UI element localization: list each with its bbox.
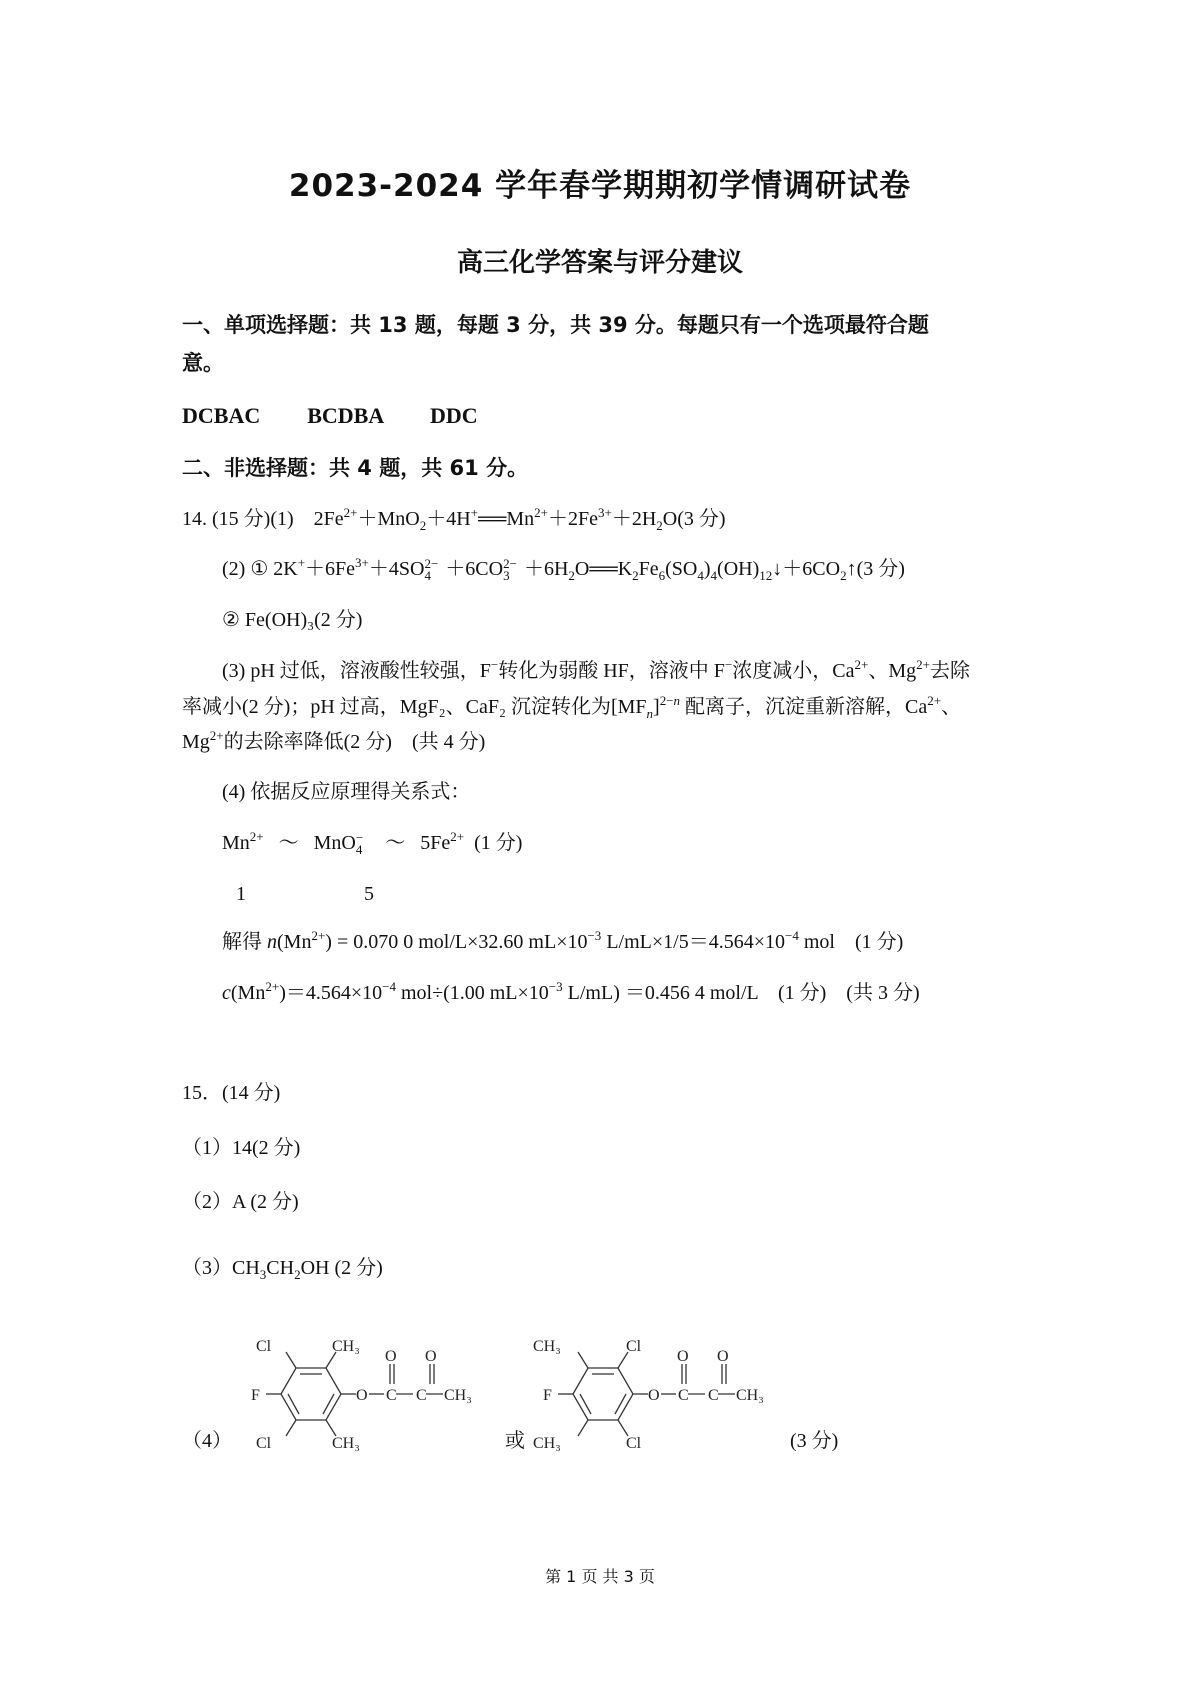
q14-label: 14. (15 分)(1) (182, 508, 294, 530)
section1-heading-line1: 一、单项选择题：共 13 题，每题 3 分，共 39 分。每题只有一个选项最符合题 (182, 313, 929, 337)
s1-o2: O (425, 1348, 437, 1365)
q14-equation1: $2Fe^{2+}+MnO_2+4H^+══Mn^{2+}+2Fe^{3+}+2H_2O$ (298, 505, 678, 533)
q15-part4-score: (3 分) (790, 1430, 839, 1452)
q14-ratio-score: (1 分) (474, 832, 523, 854)
q14-part3-line2: 率减小(2 分)；pH 过高，MgF₂、CaF₂ 沉淀转化为$[MF_n]^{2-n}$ 配离子，沉淀重新溶解，$Ca^{2+}$、 (182, 693, 962, 721)
s1-ch3-end: CH₃ (444, 1387, 472, 1404)
structure-1 (236, 1330, 506, 1460)
s1-cl-top: Cl (256, 1338, 272, 1355)
q15-part3-score: (2 分) (334, 1257, 383, 1279)
benzene-ring-1 (281, 1368, 341, 1420)
q15-part3-formula: $CH_3CH_2OH$ (232, 1257, 330, 1282)
q14-solve-text-e: ＝4.564×10 (285, 982, 383, 1004)
q14-ratio-num-1: 1 (236, 883, 246, 905)
q14-part2 (222, 555, 905, 583)
q15-label: 15．(14 分) (182, 1082, 281, 1104)
q14-part3-line1: (3) pH 过低，溶液酸性较强，F−转化为弱酸 HF，溶液中 F−浓度减小，$Ca^{2+}$、$Mg^{2+}$去除 (222, 657, 970, 682)
q14-part3-text-e: 去除 (929, 660, 970, 682)
q14-part3-text-c: 浓度减小，Ca (732, 660, 855, 682)
q14-part1 (182, 505, 726, 533)
q15-part2: （2）A (2 分) (182, 1191, 299, 1213)
s1-ch3-bottom: CH₃ (332, 1435, 360, 1452)
s1-o1: O (385, 1348, 397, 1365)
q15-part4-label: （4） (182, 1430, 232, 1452)
q14-part4-intro: (4) 依据反应原理得关系式： (222, 781, 471, 803)
section1-heading-line2: 意。 (182, 351, 224, 375)
q14-part3-text-i: 的去除率降低(2 分) (共 4 分) (223, 731, 486, 753)
s2-f: F (543, 1387, 552, 1404)
q14-part3-text-g: 配离子，沉淀重新溶解，Ca (685, 696, 928, 718)
s2-o-ester: O (648, 1387, 660, 1404)
q14-part3-text-h: Mg (182, 731, 210, 753)
page-title: 2023-2024 学年春学期期初学情调研试卷 (288, 168, 912, 204)
structure-2 (528, 1330, 798, 1460)
section1-answers (182, 402, 478, 430)
q14-ratio-species: $Mn^{2+}$ ～ MnO − 4 ～ $5Fe^{2+}$ (222, 829, 465, 858)
q14-ratio-line (222, 829, 522, 857)
q15-part1: （1）14(2 分) (182, 1137, 301, 1159)
s1-cl-bottom: Cl (256, 1435, 272, 1452)
q14-ratio-num-2: 5 (364, 883, 374, 905)
q14-solve-text-f: mol÷(1.00 mL×10 (395, 982, 549, 1004)
answer-group-3: DDC (430, 403, 478, 428)
q14-solve-text-b: = 0.070 0 mol/L×32.60 mL×10 (331, 931, 588, 953)
s2-o2: O (717, 1348, 729, 1365)
q14-solve-line2: $c(Mn^{2+})=4.564\times 10^{-4}$ mol÷(1.00 $mL\times 10^{-3}$ L/mL) ＝0.456 4 mol/L (1 分) (共 3 分) (222, 979, 920, 1004)
s2-cl-top: Cl (626, 1338, 642, 1355)
s2-c2: C (708, 1387, 719, 1404)
or-text: 或 (505, 1430, 525, 1452)
q14-solve-text-c: L/mL×1/5＝4.564×10 (601, 931, 785, 953)
s2-cl-bottom: Cl (626, 1435, 642, 1452)
page-subtitle: 高三化学答案与评分建议 (456, 248, 743, 278)
s2-o1: O (677, 1348, 689, 1365)
answer-group-2: BCDBA (307, 403, 384, 428)
q14-part3-line3: $Mg^{2+}$的去除率降低(2 分) (共 4 分) (182, 728, 486, 753)
q14-part3-text-b: 转化为弱酸 HF，溶液中 F (498, 660, 725, 682)
page-footer: 第 1 页 共 3 页 (545, 1567, 655, 1586)
q14-part1-score: (3 分) (677, 508, 726, 530)
s1-f: F (251, 1387, 260, 1404)
s1-o-ester: O (356, 1387, 368, 1404)
s1-ch3-top: CH₃ (332, 1338, 360, 1355)
q14-solve-line1: 解得 $n(Mn^{2+}) = 0.070$ 0 mol/L×32.60 $mL\times 10^{-3}$ $L/mL\times 1/5=4.564\times 10^{-4}$ mol (1 分) (222, 928, 904, 953)
q14-solve-text-g: L/mL) ＝0.456 4 mol/L (1 分) (共 3 分) (562, 982, 920, 1004)
q14-part2-label: (2) ① (222, 558, 269, 580)
q15-part3-label: （3） (182, 1257, 232, 1279)
q14-part3-text-f: 率减小(2 分)；pH 过高，MgF₂、CaF₂ 沉淀转化为[MF (182, 696, 647, 718)
q14-equation2: $2K^++6Fe^{3+}+4SO$ 2− 4 ＋6CO 2− 3 $+6H_2O══K_2Fe_6(SO_4)_4(OH)_{12}↓+6CO_2↑$ (273, 555, 857, 584)
q15-part3 (182, 1254, 383, 1282)
s2-ch3-top: CH₃ (533, 1338, 561, 1355)
q14-solve-text-a: 解得 (222, 931, 267, 953)
q14-part3-text-a: (3) pH 过低，溶液酸性较强，F (222, 660, 491, 682)
q14-part3-text-d: 、Mg (868, 660, 917, 682)
section2-heading: 二、非选择题：共 4 题，共 61 分。 (182, 456, 529, 480)
answer-group-1: DCBAC (182, 403, 261, 428)
s2-c1: C (678, 1387, 689, 1404)
q14-part2-score: (3 分) (856, 558, 905, 580)
q14-part2b: ② Fe(OH)₃(2 分) (222, 609, 363, 631)
q14-solve-text-d: mol (1 分) (798, 931, 904, 953)
s2-ch3-end: CH₃ (736, 1387, 764, 1404)
benzene-ring-2 (573, 1368, 633, 1420)
s1-c1: C (386, 1387, 397, 1404)
s2-ch3-bottom: CH₃ (533, 1435, 561, 1452)
s1-c2: C (416, 1387, 427, 1404)
